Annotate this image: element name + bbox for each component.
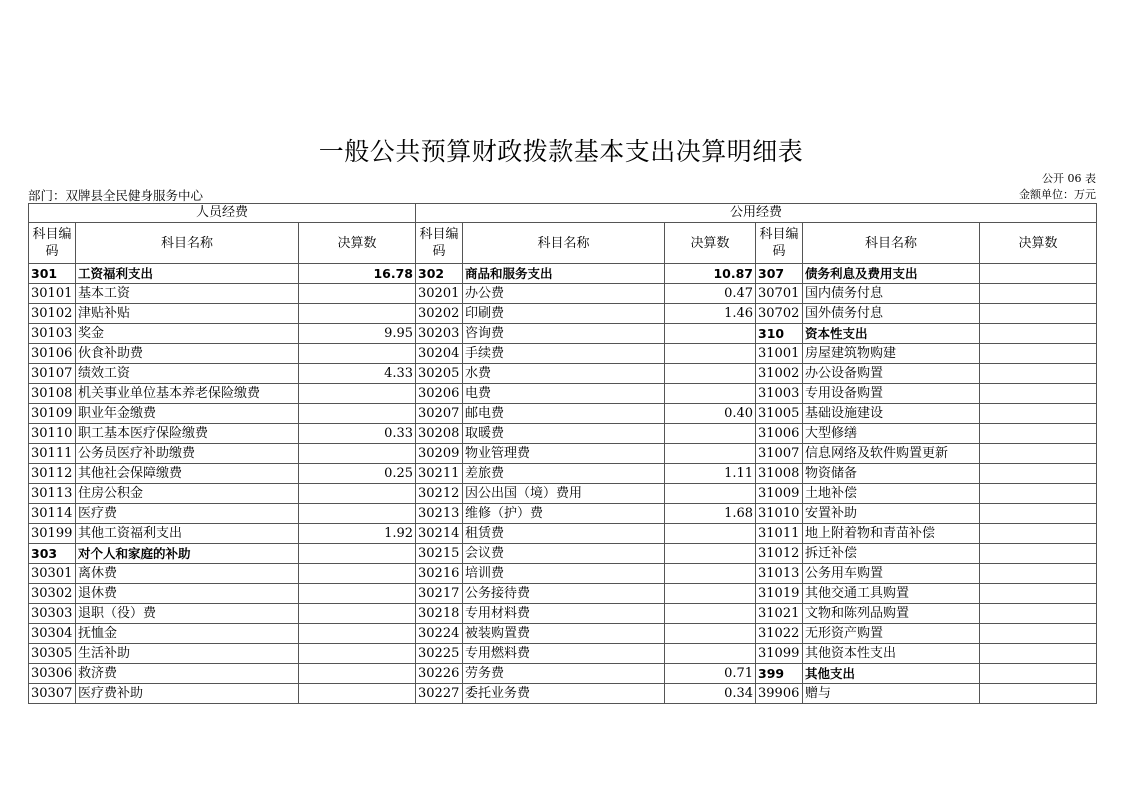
col-name: 科目名称 [463, 223, 665, 264]
name-cell: 其他交通工具购置 [803, 584, 980, 604]
group-header-row [29, 204, 1097, 223]
amount-cell [299, 504, 416, 524]
table-row [29, 324, 1097, 344]
code-cell: 30204 [416, 344, 463, 364]
amount-cell: 0.40 [665, 404, 756, 424]
name-cell: 伙食补助费 [76, 344, 299, 364]
name-cell: 专用材料费 [463, 604, 665, 624]
code-cell: 39906 [756, 684, 803, 704]
amount-cell [980, 524, 1097, 544]
amount-cell [665, 584, 756, 604]
expenditure-table [28, 203, 1097, 704]
table-row [29, 544, 1097, 564]
code-cell: 30106 [29, 344, 76, 364]
name-cell: 生活补助 [76, 644, 299, 664]
amount-cell [980, 644, 1097, 664]
amount-cell [299, 644, 416, 664]
name-cell: 奖金 [76, 324, 299, 344]
amount-cell [299, 484, 416, 504]
name-cell: 国外债务付息 [803, 304, 980, 324]
code-cell: 310 [756, 324, 803, 344]
amount-cell [980, 264, 1097, 284]
amount-cell [980, 544, 1097, 564]
name-cell: 无形资产购置 [803, 624, 980, 644]
code-cell: 30226 [416, 664, 463, 684]
code-cell: 31013 [756, 564, 803, 584]
amount-cell [299, 684, 416, 704]
amount-cell [665, 644, 756, 664]
name-cell: 劳务费 [463, 664, 665, 684]
name-cell: 办公费 [463, 284, 665, 304]
table-row [29, 444, 1097, 464]
page-title: 一般公共预算财政拨款基本支出决算明细表 [318, 137, 804, 166]
amount-cell [665, 524, 756, 544]
form-code: 公开 06 表 [1042, 172, 1096, 185]
code-cell: 30112 [29, 464, 76, 484]
name-cell: 物资储备 [803, 464, 980, 484]
name-cell: 医疗费 [76, 504, 299, 524]
code-cell: 30304 [29, 624, 76, 644]
amount-cell: 0.34 [665, 684, 756, 704]
amount-cell [665, 364, 756, 384]
name-cell: 国内债务付息 [803, 284, 980, 304]
name-cell: 职工基本医疗保险缴费 [76, 424, 299, 444]
code-cell: 303 [29, 544, 76, 564]
code-cell: 30212 [416, 484, 463, 504]
department-label: 部门：双牌县全民健身服务中心 [28, 188, 204, 203]
group-public: 公用经费 [416, 204, 1097, 223]
amount-cell: 4.33 [299, 364, 416, 384]
name-cell: 安置补助 [803, 504, 980, 524]
code-cell: 30217 [416, 584, 463, 604]
table-row [29, 364, 1097, 384]
amount-cell [980, 684, 1097, 704]
code-cell: 302 [416, 264, 463, 284]
code-cell: 30213 [416, 504, 463, 524]
code-cell: 30107 [29, 364, 76, 384]
code-cell: 30701 [756, 284, 803, 304]
code-cell: 30211 [416, 464, 463, 484]
code-cell: 30302 [29, 584, 76, 604]
name-cell: 职业年金缴费 [76, 404, 299, 424]
name-cell: 基本工资 [76, 284, 299, 304]
code-cell: 30111 [29, 444, 76, 464]
amount-cell: 9.95 [299, 324, 416, 344]
amount-cell [980, 464, 1097, 484]
name-cell: 办公设备购置 [803, 364, 980, 384]
name-cell: 水费 [463, 364, 665, 384]
amount-cell [665, 324, 756, 344]
table-row [29, 384, 1097, 404]
table-row [29, 624, 1097, 644]
name-cell: 津贴补贴 [76, 304, 299, 324]
table-row [29, 564, 1097, 584]
name-cell: 会议费 [463, 544, 665, 564]
amount-cell [980, 364, 1097, 384]
amount-cell: 0.25 [299, 464, 416, 484]
code-cell: 31009 [756, 484, 803, 504]
col-code: 科目编码 [29, 223, 76, 264]
name-cell: 基础设施建设 [803, 404, 980, 424]
table-row [29, 664, 1097, 684]
amount-cell [299, 584, 416, 604]
name-cell: 维修（护）费 [463, 504, 665, 524]
code-cell: 31010 [756, 504, 803, 524]
code-cell: 30218 [416, 604, 463, 624]
table-row [29, 404, 1097, 424]
amount-cell [299, 404, 416, 424]
amount-cell [980, 584, 1097, 604]
name-cell: 抚恤金 [76, 624, 299, 644]
name-cell: 专用设备购置 [803, 384, 980, 404]
name-cell: 赠与 [803, 684, 980, 704]
amount-cell: 1.11 [665, 464, 756, 484]
amount-cell [299, 544, 416, 564]
name-cell: 差旅费 [463, 464, 665, 484]
name-cell: 医疗费补助 [76, 684, 299, 704]
code-cell: 31012 [756, 544, 803, 564]
name-cell: 公务员医疗补助缴费 [76, 444, 299, 464]
name-cell: 房屋建筑物购建 [803, 344, 980, 364]
name-cell: 电费 [463, 384, 665, 404]
code-cell: 301 [29, 264, 76, 284]
code-cell: 30209 [416, 444, 463, 464]
code-cell: 30101 [29, 284, 76, 304]
name-cell: 印刷费 [463, 304, 665, 324]
table-row [29, 484, 1097, 504]
amount-cell [980, 404, 1097, 424]
amount-cell [299, 384, 416, 404]
name-cell: 手续费 [463, 344, 665, 364]
code-cell: 30305 [29, 644, 76, 664]
name-cell: 其他资本性支出 [803, 644, 980, 664]
code-cell: 31007 [756, 444, 803, 464]
name-cell: 取暖费 [463, 424, 665, 444]
amount-cell [980, 444, 1097, 464]
amount-cell [980, 484, 1097, 504]
code-cell: 30301 [29, 564, 76, 584]
code-cell: 399 [756, 664, 803, 684]
code-cell: 31008 [756, 464, 803, 484]
amount-cell [980, 424, 1097, 444]
amount-cell [980, 504, 1097, 524]
table-row [29, 424, 1097, 444]
name-cell: 公务接待费 [463, 584, 665, 604]
code-cell: 31005 [756, 404, 803, 424]
code-cell: 30214 [416, 524, 463, 544]
table-row [29, 264, 1097, 284]
amount-cell [665, 544, 756, 564]
name-cell: 其他支出 [803, 664, 980, 684]
col-code: 科目编码 [416, 223, 463, 264]
name-cell: 被装购置费 [463, 624, 665, 644]
amount-cell: 0.47 [665, 284, 756, 304]
code-cell: 30110 [29, 424, 76, 444]
code-cell: 31022 [756, 624, 803, 644]
table-row [29, 644, 1097, 664]
name-cell: 公务用车购置 [803, 564, 980, 584]
name-cell: 退休费 [76, 584, 299, 604]
name-cell: 物业管理费 [463, 444, 665, 464]
name-cell: 对个人和家庭的补助 [76, 544, 299, 564]
code-cell: 30307 [29, 684, 76, 704]
col-amount: 决算数 [665, 223, 756, 264]
name-cell: 培训费 [463, 564, 665, 584]
amount-cell [980, 604, 1097, 624]
code-cell: 307 [756, 264, 803, 284]
name-cell: 其他社会保障缴费 [76, 464, 299, 484]
code-cell: 30202 [416, 304, 463, 324]
amount-cell [299, 284, 416, 304]
code-cell: 31003 [756, 384, 803, 404]
amount-cell: 1.68 [665, 504, 756, 524]
table-row [29, 684, 1097, 704]
name-cell: 工资福利支出 [76, 264, 299, 284]
code-cell: 30216 [416, 564, 463, 584]
code-cell: 31099 [756, 644, 803, 664]
name-cell: 债务利息及费用支出 [803, 264, 980, 284]
code-cell: 31006 [756, 424, 803, 444]
table-row [29, 584, 1097, 604]
code-cell: 30227 [416, 684, 463, 704]
amount-cell: 16.78 [299, 264, 416, 284]
code-cell: 31002 [756, 364, 803, 384]
amount-cell: 0.71 [665, 664, 756, 684]
name-cell: 文物和陈列品购置 [803, 604, 980, 624]
name-cell: 地上附着物和青苗补偿 [803, 524, 980, 544]
column-header-row [29, 223, 1097, 264]
amount-cell [299, 444, 416, 464]
amount-cell [299, 604, 416, 624]
amount-cell [980, 624, 1097, 644]
name-cell: 信息网络及软件购置更新 [803, 444, 980, 464]
name-cell: 拆迁补偿 [803, 544, 980, 564]
code-cell: 30103 [29, 324, 76, 344]
amount-cell [665, 484, 756, 504]
table-row [29, 344, 1097, 364]
amount-unit-label: 金额单位：万元 [1019, 188, 1096, 201]
name-cell: 因公出国（境）费用 [463, 484, 665, 504]
amount-cell: 10.87 [665, 264, 756, 284]
table-row [29, 524, 1097, 544]
code-cell: 30203 [416, 324, 463, 344]
name-cell: 资本性支出 [803, 324, 980, 344]
amount-cell [299, 304, 416, 324]
code-cell: 30225 [416, 644, 463, 664]
name-cell: 大型修缮 [803, 424, 980, 444]
name-cell: 委托业务费 [463, 684, 665, 704]
code-cell: 30208 [416, 424, 463, 444]
amount-cell [665, 604, 756, 624]
table-row [29, 304, 1097, 324]
amount-cell [665, 424, 756, 444]
amount-cell [980, 284, 1097, 304]
code-cell: 30306 [29, 664, 76, 684]
name-cell: 救济费 [76, 664, 299, 684]
name-cell: 机关事业单位基本养老保险缴费 [76, 384, 299, 404]
amount-cell [980, 344, 1097, 364]
amount-cell [980, 564, 1097, 584]
name-cell: 租赁费 [463, 524, 665, 544]
amount-cell: 1.46 [665, 304, 756, 324]
code-cell: 31021 [756, 604, 803, 624]
code-cell: 30224 [416, 624, 463, 644]
code-cell: 30102 [29, 304, 76, 324]
amount-cell [665, 384, 756, 404]
code-cell: 30205 [416, 364, 463, 384]
col-amount: 决算数 [299, 223, 416, 264]
code-cell: 30702 [756, 304, 803, 324]
col-amount: 决算数 [980, 223, 1097, 264]
amount-cell [980, 304, 1097, 324]
amount-cell [665, 344, 756, 364]
code-cell: 30207 [416, 404, 463, 424]
amount-cell: 1.92 [299, 524, 416, 544]
name-cell: 咨询费 [463, 324, 665, 344]
code-cell: 30114 [29, 504, 76, 524]
code-cell: 31001 [756, 344, 803, 364]
code-cell: 30113 [29, 484, 76, 504]
code-cell: 30303 [29, 604, 76, 624]
col-code: 科目编码 [756, 223, 803, 264]
name-cell: 离休费 [76, 564, 299, 584]
code-cell: 30199 [29, 524, 76, 544]
name-cell: 商品和服务支出 [463, 264, 665, 284]
code-cell: 30215 [416, 544, 463, 564]
name-cell: 住房公积金 [76, 484, 299, 504]
amount-cell [980, 664, 1097, 684]
amount-cell [299, 344, 416, 364]
name-cell: 其他工资福利支出 [76, 524, 299, 544]
code-cell: 31019 [756, 584, 803, 604]
code-cell: 30108 [29, 384, 76, 404]
code-cell: 30206 [416, 384, 463, 404]
name-cell: 专用燃料费 [463, 644, 665, 664]
amount-cell [299, 564, 416, 584]
code-cell: 30201 [416, 284, 463, 304]
table-row [29, 284, 1097, 304]
amount-cell [665, 444, 756, 464]
group-personnel: 人员经费 [29, 204, 416, 223]
amount-cell [665, 624, 756, 644]
amount-cell: 0.33 [299, 424, 416, 444]
amount-cell [665, 564, 756, 584]
amount-cell [299, 664, 416, 684]
amount-cell [980, 324, 1097, 344]
table-row [29, 464, 1097, 484]
amount-cell [980, 384, 1097, 404]
table-row [29, 504, 1097, 524]
amount-cell [299, 624, 416, 644]
table-row [29, 604, 1097, 624]
col-name: 科目名称 [803, 223, 980, 264]
name-cell: 绩效工资 [76, 364, 299, 384]
name-cell: 邮电费 [463, 404, 665, 424]
name-cell: 土地补偿 [803, 484, 980, 504]
col-name: 科目名称 [76, 223, 299, 264]
code-cell: 31011 [756, 524, 803, 544]
name-cell: 退职（役）费 [76, 604, 299, 624]
code-cell: 30109 [29, 404, 76, 424]
